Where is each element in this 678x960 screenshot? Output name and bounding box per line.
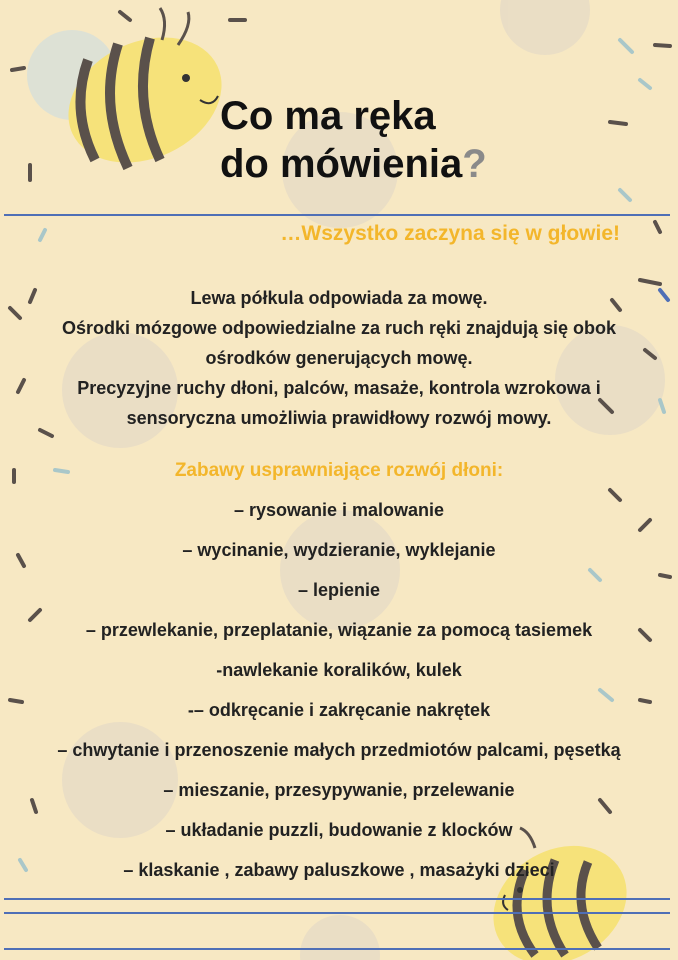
intro-line: ośrodków generujących mowę. — [205, 348, 473, 368]
list-item: – mieszanie, przesypywanie, przelewanie — [163, 780, 515, 800]
list-item: -– odkręcanie i zakręcanie nakrętek — [187, 700, 491, 720]
intro-line: Lewa półkula odpowiada za mowę. — [190, 288, 488, 308]
list-item: – klaskanie , zabawy paluszkowe , masażyki dzieci — [123, 860, 555, 880]
list-item: -nawlekanie koralików, kulek — [216, 660, 462, 680]
list-item: – układanie puzzli, budowanie z klocków — [165, 820, 513, 840]
divider-bottom-1 — [4, 898, 670, 900]
activities-list — [0, 490, 678, 890]
tagline: …Wszystko zaczyna się w głowie! — [280, 222, 620, 245]
list-item: – przewlekanie, przeplatanie, wiązanie za pomocą tasiemek — [85, 620, 593, 640]
title-question-mark: ? — [462, 142, 487, 186]
list-item: – chwytanie i przenoszenie małych przedmiotów palcami, pęsetką — [57, 740, 621, 760]
divider-bottom-2 — [4, 912, 670, 914]
intro-text — [0, 283, 678, 433]
intro-line: sensoryczna umożliwia prawidłowy rozwój mowy. — [126, 408, 552, 428]
list-item: – lepienie — [297, 580, 381, 600]
intro-line: Precyzyjne ruchy dłoni, palców, masaże, kontrola wzrokowa i — [77, 378, 601, 398]
list-item: – rysowanie i malowanie — [233, 500, 445, 520]
title-line-2: do mówienia — [220, 142, 463, 186]
list-item: – wycinanie, wydzieranie, wyklejanie — [182, 540, 496, 560]
divider-bottom-3 — [4, 948, 670, 950]
page-title — [220, 92, 487, 188]
divider-top — [4, 214, 670, 216]
title-line-1: Co ma ręka — [220, 94, 436, 138]
intro-line: Ośrodki mózgowe odpowiedzialne za ruch ręki znajdują się obok — [61, 318, 617, 338]
activities-heading: Zabawy usprawniające rozwój dłoni: — [174, 460, 504, 481]
